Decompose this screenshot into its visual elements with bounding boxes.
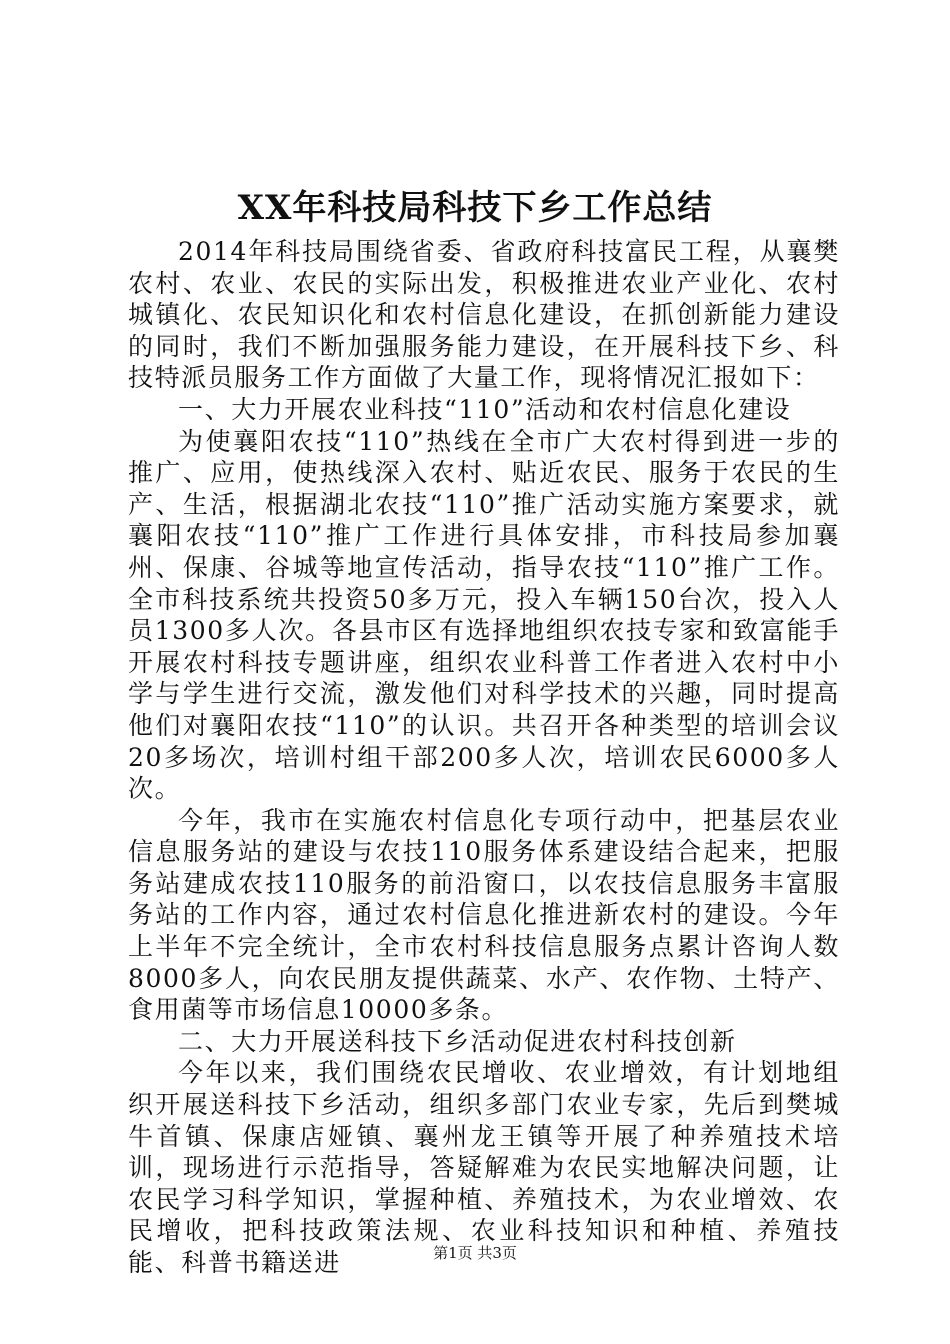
page-footer: 第1页 共3页 bbox=[433, 1244, 517, 1262]
paragraph-info-station: 今年，我市在实施农村信息化专项行动中，把基层农业信息服务站的建设与农技110服务体系建设结合起来，把服务站建成农技110服务的前沿窗口，以农技信息服务丰富服务站的工作内容，通过农村信息化推进新农村的建设。今年上半年不完全统计，全市农村科技信息服务点累计咨询人数8000多人，向农民朋友提供蔬菜、水产、农作物、土特产、食用菌等市场信息10000多条。 bbox=[128, 805, 840, 1025]
paragraph-intro: 2014年科技局围绕省委、省政府科技富民工程，从襄樊农村、农业、农民的实际出发，积极推进农业产业化、农村城镇化、农民知识化和农村信息化建设，在抓创新能力建设的同时，我们不断加强服务能力建设，在开展科技下乡、科技特派员服务工作方面做了大量工作，现将情况汇报如下： bbox=[128, 237, 840, 393]
section-heading-2: 二、大力开展送科技下乡活动促进农村科技创新 bbox=[178, 1026, 737, 1056]
paragraph-hotline: 为使襄阳农技“110”热线在全市广大农村得到进一步的推广、应用，使热线深入农村、贴近农民、服务于农民的生产、生活，根据湖北农技“110”推广活动实施方案要求，就襄阳农技“110”推广工作进行具体安排，市科技局参加襄州、保康、谷城等地宣传活动，指导农技“110”推广工作。全市科技系统共投资50多万元，投入车辆150台次，投入人员1300多人次。各县市区有选择地组织农技专家和致富能手开展农村科技专题讲座，组织农业科普工作者进入农村中小学与学生进行交流，激发他们对科学技术的兴趣，同时提高他们对襄阳农技“110”的认识。共召开各种类型的培训会议20多场次，培训村组干部200多人次，培训农民6000多人次。 bbox=[128, 426, 840, 804]
document-body bbox=[128, 236, 840, 1279]
section-heading-1: 一、大力开展农业科技“110”活动和农村信息化建设 bbox=[178, 394, 792, 424]
document-title: XX年科技局科技下乡工作总结 bbox=[237, 188, 713, 228]
paragraph-tech-to-countryside: 今年以来，我们围绕农民增收、农业增效，有计划地组织开展送科技下乡活动，组织多部门农业专家，先后到樊城牛首镇、保康店娅镇、襄州龙王镇等开展了种养殖技术培训，现场进行示范指导，答疑解难为农民实地解决问题，让农民学习科学知识，掌握种植、养殖技术，为农业增效、农民增收，把科技政策法规、农业科技知识和种植、养殖技能、科普书籍送进 bbox=[128, 1058, 840, 1277]
